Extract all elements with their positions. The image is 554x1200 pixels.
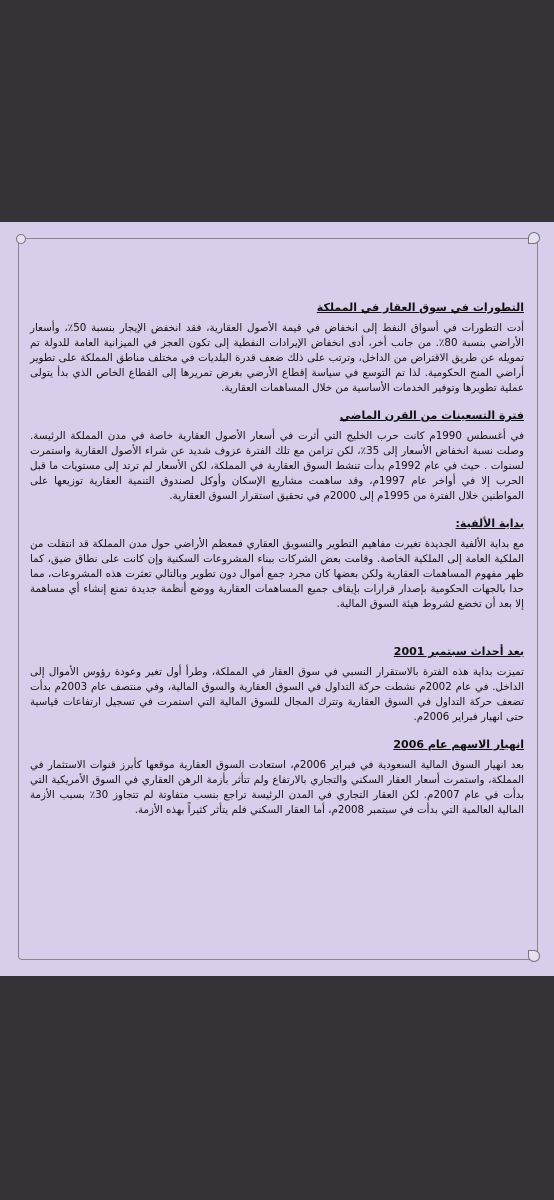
scroll-curl-bottom-right-icon [528,950,540,962]
section-paragraph: أدت التطورات في أسواق النفط إلى انخفاض في قيمة الأصول العقارية، فقد انخفض الإيجار بنسبة 50٪، وأسعار الأراضي بنسبة 80٪. من جانب أخر، أدى انخفاض الإيرادات النفطية إلى تكون العجز في الميزانية العامة للدولة تم تمويله عن طريق الاقتراض من الداخل، وترتب على ذلك ضعف قدرة البلديات في مختلف مناطق المملكة على تطوير أراضي المنح الحكومية. لذا تم التوسع في سياسة إقطاع الأرضي بغرض تمريرها إلى القطاع الخاص الذي بدأ يتولى عملية تطويرها وتوفير الخدمات الأساسية من خلال المساهمات العقارية. [30,322,524,394]
section-paragraph: بعد انهيار السوق المالية السعودية في فبراير 2006م، استعادت السوق العقارية موقعها كأبرز قنوات الاستثمار في المملكة، واستمرت أسعار العقار السكني والتجاري بالارتفاع ولم تتأثر بأزمة الرهن العقاري في السوق الأمريكية التي بدأت في عام 2007م. لكن العقار التجاري في المدن الرئيسة تراجع بنسب متفاوتة لم تتجاوز 30٪ بسبب الأزمة المالية العالمية التي بدأت في سبتمبر 2008م، أما العقار السكني فلم يتأثر كثيراً بهذه الأزمة. [30,759,524,816]
section-paragraph: في أغسطس 1990م كانت حرب الخليج التي أثرت في أسعار الأصول العقارية خاصة في مدن المملكة الرئيسة. وصلت نسبة انخفاض الأسعار إلى 35٪، لكن تزامن مع تلك الفترة عزوف شديد عن شراء الأصول العقارية واستمرت لسنوات . حيث في عام 1992م بدأت تنشط السوق العقارية في المملكة، لكن الأسعار لم ترتد إلى مستويات ما قبل الحرب إلا في أواخر عام 1997م، وقد ساهمت مشاريع الإسكان وأوكل لصندوق التنمية العقارية توزيعها على المواطنين خلال الفترة من 1995م إلى 2000م في تحقيق استقرار السوق العقارية. [30,430,525,502]
document-body [30,300,524,830]
section-heading: بداية الألفية: [455,517,524,530]
section-heading: بعد أحداث سبتمبر 2001 [393,645,524,658]
scroll-curl-top-right-icon [528,232,540,244]
section-heading: فترة التسعينات من القرن الماضي [339,409,524,422]
section-paragraph: تميزت بداية هذه الفترة بالاستقرار النسبي في سوق العقار في المملكة، وطرأ أول تغير وعودة رؤوس الأموال إلى الداخل. في عام 2002م نشطت حركة التداول في السوق العقارية والسوق المالية، وفي منتصف عام 2003م بدأت تضعف حركة التداول في السوق العقارية وتترك المجال للسوق المالية التي استمرت في تسجيل ارتفاعات قياسية حتى انهيار فبراير 2006م. [30,666,524,723]
spacer [30,624,524,644]
scroll-curl-top-left-icon [16,234,26,244]
section-paragraph: مع بداية الألفية الجديدة تغيرت مفاهيم التطوير والتسويق العقاري فمعظم الأراضي حول مدن المملكة قد انتقلت من الملكية العامة إلى الملكية الخاصة. وقامت بعض الشركات ببناء المشروعات السكنية وإن كانت على نطاق ضيق، كما ظهر مفهوم المساهمات العقارية ولكن بعضها كان مجرد جمع أموال دون تطوير وبالتالي تعثرت هذه المشروعات، مما حدا بالجهات الحكومية بإصدار قرارات بإيقاف جميع المساهمات العقارية ووضع أنظمة جديدة تمنع إنشاء أي مساهمة إلا بعد أن تخضع لشروط هيئة السوق المالية. [30,538,524,610]
section-heading: انهيار الاسهم عام 2006 [393,738,524,751]
section-heading: التطورات في سوق العقار في المملكة [316,301,524,314]
